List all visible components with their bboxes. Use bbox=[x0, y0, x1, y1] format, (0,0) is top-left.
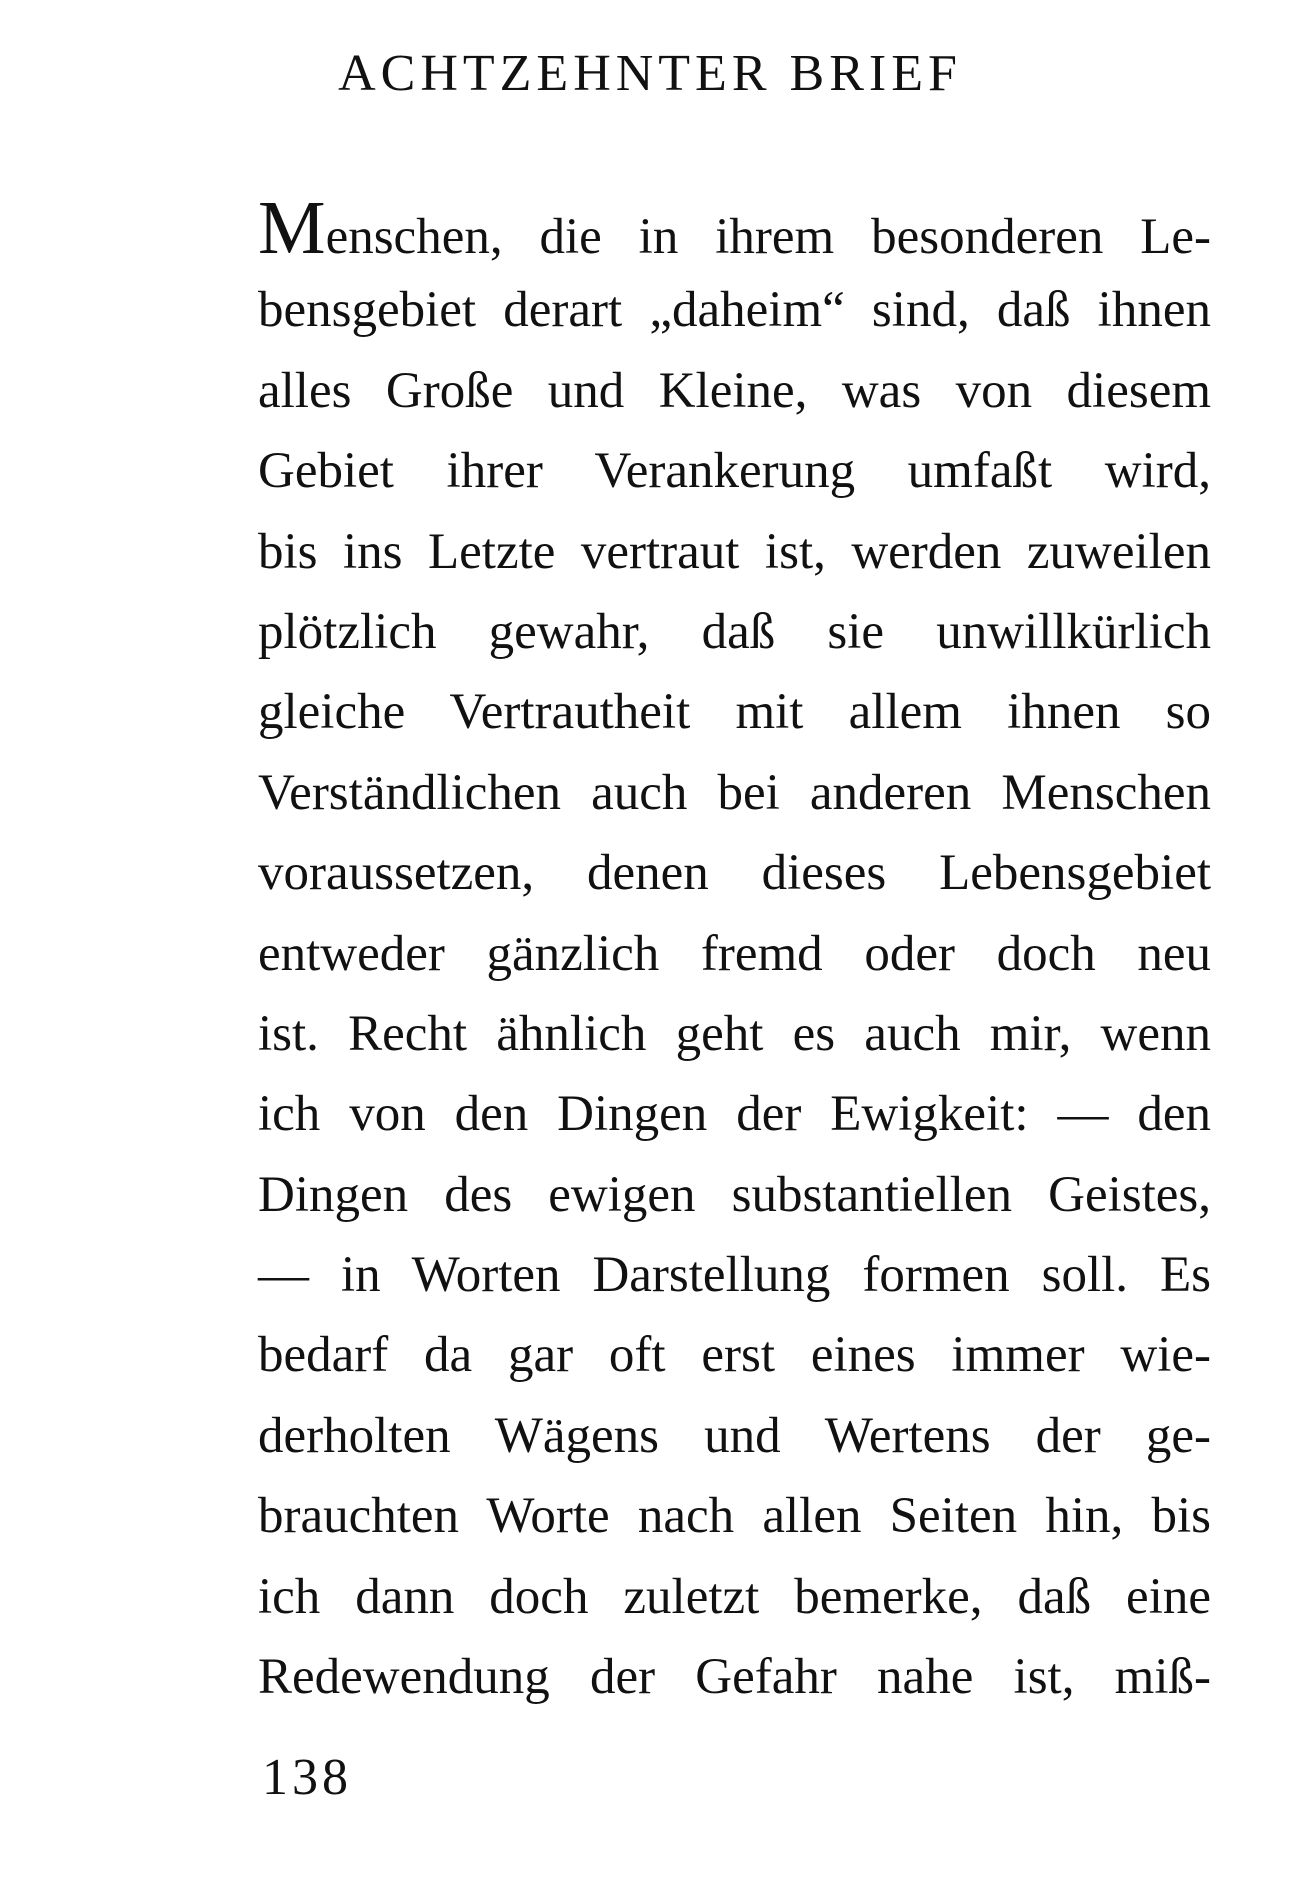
text-line: ich von den Dingen der Ewigkeit: — den bbox=[258, 1086, 1211, 1143]
text-line: Dingen des ewigen substantiellen Geistes, bbox=[258, 1166, 1211, 1223]
text-line: entweder gänzlich fremd oder doch neu bbox=[258, 925, 1211, 982]
text-line: brauchten Worte nach allen Seiten hin, bis bbox=[258, 1488, 1211, 1545]
text-line: Redewendung der Gefahr nahe ist, miß- bbox=[258, 1649, 1211, 1706]
text-line: voraussetzen, denen dieses Lebensgebiet bbox=[258, 845, 1211, 902]
text-line: ist. Recht ähnlich geht es auch mir, wenn bbox=[258, 1005, 1211, 1062]
text-line: Gebiet ihrer Verankerung umfaßt wird, bbox=[258, 443, 1211, 500]
text-line bbox=[258, 186, 1211, 270]
text-line: bis ins Letzte vertraut ist, werden zuweilen bbox=[258, 523, 1211, 580]
text-line: gleiche Vertrautheit mit allem ihnen so bbox=[258, 684, 1211, 741]
text-line: — in Worten Darstellung formen soll. Es bbox=[258, 1247, 1211, 1304]
text-line: plötzlich gewahr, daß sie unwillkürlich bbox=[258, 603, 1211, 660]
drop-initial: M bbox=[258, 186, 326, 270]
text-line: Verständlichen auch bei anderen Menschen bbox=[258, 764, 1211, 821]
text-line: alles Große und Kleine, was von diesem bbox=[258, 362, 1211, 419]
running-head: ACHTZEHNTER BRIEF bbox=[338, 45, 962, 102]
text-line: bensgebiet derart „daheim“ sind, daß ihnen bbox=[258, 282, 1211, 339]
page-number: 138 bbox=[262, 1749, 352, 1806]
text-line: derholten Wägens und Wertens der ge- bbox=[258, 1407, 1211, 1464]
text-line: ich dann doch zuletzt bemerke, daß eine bbox=[258, 1568, 1211, 1625]
text-line: bedarf da gar oft erst eines immer wie- bbox=[258, 1327, 1211, 1384]
body-paragraph bbox=[258, 186, 1211, 1717]
text-line-content: enschen, die in ihrem besonderen Le- bbox=[325, 209, 1211, 265]
